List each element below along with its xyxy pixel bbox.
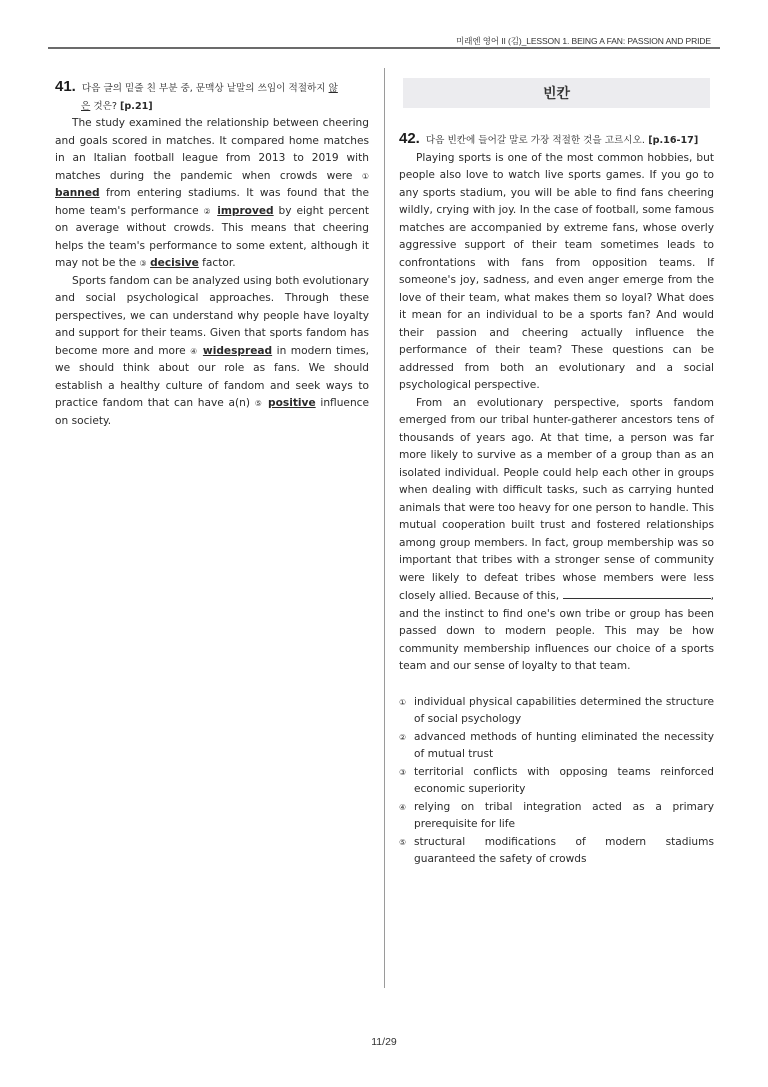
question-42-heading [399, 130, 714, 150]
page-reference: [p.21] [120, 100, 153, 112]
answer-option: ⑤ structural modifications of modern stadiums guaranteed the safety of crowds [399, 835, 714, 865]
choice-marker: ③ [139, 259, 147, 268]
passage-paragraph: From an evolutionary perspective, sports fandom emerged from our tribal hunter-gatherer ancestors tens of thousands of years ago. At that time, a person was far more likely to survive as a member of a group than as an isolated individual. People could help each other in groups when dealing with difficult tasks, such as carrying hunted animals that were too heavy for one person to handle. This mutual cooperation built trust and fostered relationships among group members. In fact, group membership was so important that tribes with a stronger sense of community were likely to defeat tribes whose members were less closely allied. Because of this, , and the instinct to find one's own tribe or group has been passed down to modern people. This may be how community membership influences our choice of a sports team and our sense of loyalty to that team. [399, 396, 714, 672]
underlined-word: widespread [202, 344, 273, 357]
underlined-word: improved [217, 204, 274, 217]
question-41 [55, 78, 369, 430]
underlined-word: decisive [150, 257, 199, 269]
choice-marker: ② [203, 206, 213, 216]
choice-marker: ④ [190, 346, 199, 356]
question-41-heading [55, 78, 369, 115]
passage-paragraph: Sports fandom can be analyzed using both evolutionary and social psychological approaches. Through these perspectives, we can understand why people have loyalty and support for their teams. Given that sports fandom has become more and more ④ widespread in modern times, we should think about our role as fans. We should establish a healthy culture of fandom and seek ways to practice fandom that can have a(n) ⑤ positive influence on society. [55, 274, 370, 427]
header-rule [48, 47, 720, 49]
question-instruction: 다음 빈칸에 들어갈 말로 가장 적절한 것을 고르시오. [425, 135, 645, 146]
answer-option: ① individual physical capabilities determined the structure of social psychology [399, 695, 714, 725]
passage-paragraph: The study examined the relationship between cheering and goals scored in matches. It compared home matches in an Italian football league from 2013 to 2019 with matches during the pandemic when crowds were ① banned from entering stadiums. It was found that the home team's performance ② improved by eight percent on average without crowds. This means that cheering helps the team's performance to some extent, although it may not be the ③ decisive factor. [55, 117, 369, 269]
answer-option: ④ relying on tribal integration acted as a primary prerequisite for life [399, 800, 714, 830]
page-number: 11/29 [371, 1036, 397, 1048]
choice-marker: ⑤ [254, 399, 264, 408]
question-number: 41. [55, 78, 76, 95]
question-instruction-cont: 은 것은? [p.21] [81, 100, 153, 112]
answer-blank [563, 587, 711, 599]
page-reference: [p.16-17] [648, 135, 699, 146]
column-divider [384, 68, 385, 988]
question-instruction: 다음 글의 밑줄 친 부분 중, 문맥상 낱말의 쓰임이 적절하지 않 [81, 83, 338, 94]
passage-paragraph: Playing sports is one of the most common hobbies, but people also love to watch live sports games. If you go to any sports stadium, you will be able to find fans cheering wildly, crying with joy. In the case of football, some famous matches are accompanied by extreme fans, whose overly aggressive support of their team sometimes leads to confrontations with fans from opposition teams. If someone's joy, sadness, and even anger emerge from the love of their team, what makes them so loyal? What does it mean for an individual to be a sports fan? And would their passion and cheering actually influence the performance of their team? These questions can be addressed from both an evolutionary and a social psychological perspective. [399, 151, 714, 391]
underlined-word: banned [55, 187, 100, 199]
answer-option: ③ territorial conflicts with opposing teams reinforced economic superiority [399, 765, 714, 795]
page-header-title: 미래엔 영어 II (김)_LESSON 1. BEING A FAN: PASSION AND PRIDE [456, 36, 711, 46]
choice-marker: ① [361, 171, 369, 181]
answer-options [399, 694, 714, 869]
section-title-box: 빈칸 [403, 78, 710, 108]
underlined-word: positive [268, 397, 316, 409]
question-number: 42. [399, 130, 420, 147]
answer-option: ② advanced methods of hunting eliminated the necessity of mutual trust [399, 730, 714, 760]
question-42 [399, 130, 714, 869]
